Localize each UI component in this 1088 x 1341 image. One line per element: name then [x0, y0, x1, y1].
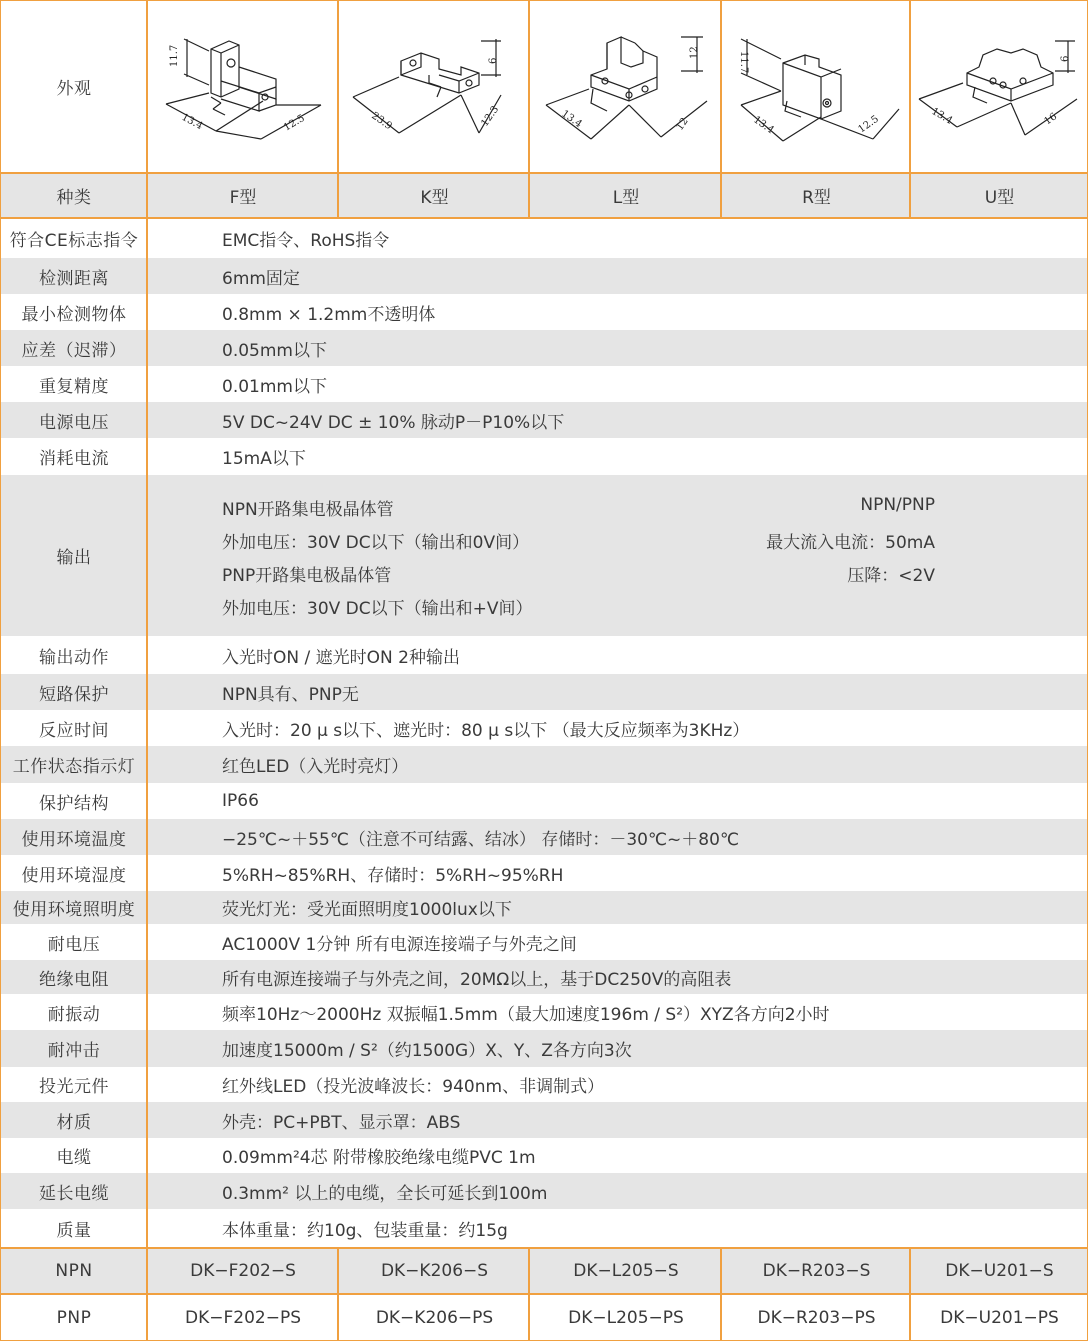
- divider: [1, 217, 1087, 219]
- spec-value: EMC指令、RoHS指令: [222, 231, 390, 251]
- output-right-line: NPN/PNP: [860, 495, 935, 515]
- appearance-label: 外观: [56, 79, 92, 99]
- spec-label: 材质: [56, 1112, 92, 1133]
- spec-value: 0.01mm以下: [222, 376, 327, 397]
- pnp-model: DK−K206−PS: [375, 1307, 494, 1328]
- spec-value: 频率10Hz～2000Hz 双振幅1.5mm（最大加速度196m / S²）XYZ各方向2小时: [222, 1004, 830, 1025]
- spec-value: 所有电源连接端子与外壳之间，20MΩ以上，基于DC250V的高阻表: [222, 969, 732, 990]
- pnp-model: DK−U201−PS: [940, 1307, 1059, 1328]
- spec-label: 工作状态指示灯: [12, 757, 136, 777]
- u-height-dim: 6: [1060, 55, 1071, 62]
- spec-row: [1, 366, 1087, 402]
- npn-model: DK−F202−S: [190, 1261, 296, 1281]
- l-height-dim: 12: [689, 46, 700, 59]
- output-right-line: 压降：<2V: [847, 566, 935, 586]
- f-type-drawing: [151, 19, 337, 144]
- spec-row: [1, 783, 1087, 819]
- spec-row: [1, 438, 1087, 475]
- spec-label: 重复精度: [39, 376, 109, 397]
- k-left-dim: 23.9: [369, 110, 394, 133]
- spec-row: [1, 637, 1087, 674]
- divider: [146, 1, 148, 217]
- spec-label: 反应时间: [39, 720, 109, 741]
- spec-row: [1, 960, 1087, 994]
- output-line: NPN开路集电极晶体管: [222, 500, 394, 520]
- npn-label: NPN: [55, 1261, 93, 1281]
- spec-row: [1, 710, 1087, 746]
- type-l: L型: [612, 187, 640, 208]
- type-label: 种类: [56, 187, 92, 208]
- spec-value: 红外线LED（投光波峰波长：940nm、非调制式）: [222, 1077, 605, 1097]
- divider: [337, 1, 339, 217]
- spec-value: IP66: [222, 791, 259, 811]
- spec-label: 使用环境温度: [21, 829, 127, 850]
- spec-row: [1, 258, 1087, 294]
- divider: [146, 217, 148, 1249]
- spec-value: 入光时ON / 遮光时ON 2种输出: [222, 648, 460, 668]
- output-row: [1, 475, 1087, 636]
- spec-value: NPN具有、PNP无: [222, 684, 359, 705]
- spec-label: 使用环境湿度: [21, 865, 127, 886]
- npn-model: DK−R203−S: [762, 1261, 871, 1281]
- pnp-model: DK−L205−PS: [568, 1307, 684, 1328]
- divider: [1, 172, 1087, 174]
- spec-row: [1, 674, 1087, 710]
- output-line: 外加电压：30V DC以下（输出和+V间）: [222, 599, 533, 619]
- spec-row: [1, 1138, 1087, 1173]
- pnp-row: [1, 1295, 1087, 1340]
- spec-label: 检测距离: [39, 268, 109, 289]
- spec-row: [1, 294, 1087, 330]
- spec-row: [1, 924, 1087, 960]
- k-type-drawing: [341, 19, 527, 144]
- pnp-label: PNP: [56, 1307, 92, 1328]
- output-right-line: 最大流入电流：50mA: [766, 533, 935, 553]
- divider: [720, 1247, 722, 1340]
- pnp-model: DK−F202−PS: [185, 1307, 301, 1328]
- l-right-dim: 12: [674, 115, 691, 133]
- spec-value: AC1000V 1分钟 所有电源连接端子与外壳之间: [222, 934, 577, 955]
- spec-value: 0.3mm² 以上的电缆，全长可延长到100m: [222, 1183, 548, 1204]
- spec-value: 5%RH~85%RH、存储时：5%RH~95%RH: [222, 865, 564, 886]
- r-right-dim: 12.5: [856, 113, 881, 136]
- l-left-dim: 13.4: [559, 108, 584, 131]
- appearance-row: [1, 1, 1087, 172]
- spec-label: 应差（迟滞）: [21, 340, 127, 361]
- spec-label: 耐电压: [47, 934, 101, 955]
- spec-row: [1, 1173, 1087, 1209]
- spec-row: [1, 994, 1087, 1030]
- r-height-dim: 11.7: [738, 51, 749, 74]
- spec-row: [1, 219, 1087, 258]
- r-type-drawing: [723, 19, 909, 144]
- divider: [909, 1247, 911, 1340]
- spec-label: 短路保护: [39, 684, 109, 705]
- spec-value: 外壳：PC+PBT、显示罩：ABS: [222, 1112, 461, 1133]
- u-right-dim: 16: [1042, 111, 1060, 128]
- divider: [1, 1293, 1087, 1295]
- spec-label: 符合CE标志指令: [9, 231, 139, 251]
- spec-row: [1, 891, 1087, 924]
- spec-label: 绝缘电阻: [39, 969, 109, 990]
- spec-label: 输出动作: [39, 648, 109, 668]
- f-left-dim: 13.4: [179, 111, 205, 133]
- k-right-dim: 12.3: [479, 104, 502, 129]
- spec-row: [1, 855, 1087, 891]
- spec-label: 保护结构: [39, 793, 109, 814]
- spec-value: −25℃~＋55℃（注意不可结露、结冰） 存储时：－30℃~＋80℃: [222, 829, 740, 850]
- pnp-model: DK−R203−PS: [757, 1307, 876, 1328]
- divider: [337, 1247, 339, 1340]
- type-r: R型: [802, 187, 831, 208]
- npn-model: DK−L205−S: [573, 1261, 679, 1281]
- u-left-dim: 13.4: [929, 106, 955, 127]
- spec-label: 电源电压: [39, 412, 109, 433]
- spec-label: 投光元件: [39, 1077, 109, 1097]
- spec-label: 使用环境照明度: [12, 900, 136, 920]
- spec-row: [1, 1030, 1087, 1067]
- spec-label: 耐冲击: [47, 1041, 101, 1061]
- l-type-drawing: [531, 19, 719, 144]
- spec-value: 0.09mm²4芯 附带橡胶绝缘电缆PVC 1m: [222, 1148, 536, 1168]
- type-k: K型: [420, 187, 449, 208]
- spec-label: 电缆: [56, 1148, 92, 1168]
- u-type-drawing: [913, 19, 1085, 144]
- spec-value: 本体重量：约10g、包装重量：约15g: [222, 1220, 508, 1241]
- spec-value: 红色LED（入光时亮灯）: [222, 757, 409, 777]
- spec-row: [1, 746, 1087, 783]
- divider: [146, 1247, 148, 1340]
- spec-row: [1, 819, 1087, 855]
- type-u: U型: [984, 187, 1015, 208]
- spec-row: [1, 330, 1087, 366]
- output-line: PNP开路集电极晶体管: [222, 566, 392, 586]
- spec-value: 5V DC~24V DC ± 10% 脉动P－P10%以下: [222, 412, 565, 433]
- f-height-dim: 11.7: [169, 44, 180, 67]
- spec-label: 消耗电流: [39, 449, 109, 469]
- spec-value: 荧光灯光：受光面照明度1000lux以下: [222, 900, 512, 920]
- spec-value: 0.05mm以下: [222, 340, 327, 361]
- divider: [528, 1247, 530, 1340]
- k-height-dim: 6: [488, 57, 499, 64]
- spec-row: [1, 402, 1087, 438]
- npn-model: DK−U201−S: [945, 1261, 1054, 1281]
- divider: [720, 1, 722, 217]
- divider: [909, 1, 911, 217]
- spec-label: 延长电缆: [39, 1183, 109, 1204]
- type-row: [1, 173, 1087, 217]
- divider: [528, 1, 530, 217]
- spec-value: 加速度15000m / S²（约1500G）X、Y、Z各方向3次: [222, 1041, 632, 1061]
- spec-label: 质量: [56, 1220, 92, 1241]
- spec-value: 0.8mm × 1.2mm不透明体: [222, 304, 436, 325]
- output-line: 外加电压：30V DC以下（输出和0V间）: [222, 533, 530, 553]
- f-right-dim: 12.5: [282, 112, 307, 134]
- spec-row: [1, 1209, 1087, 1247]
- spec-value: 入光时：20 μ s以下、遮光时：80 μ s以下 （最大反应频率为3KHz）: [222, 720, 750, 741]
- npn-model: DK−K206−S: [380, 1261, 489, 1281]
- type-f: F型: [229, 187, 257, 208]
- spec-label: 耐振动: [47, 1004, 101, 1025]
- spec-row: [1, 1102, 1087, 1138]
- spec-row: [1, 1067, 1087, 1102]
- spec-value: 15mA以下: [222, 449, 306, 469]
- spec-label: 最小检测物体: [21, 304, 127, 325]
- r-left-dim: 13.4: [751, 114, 776, 137]
- divider: [1, 1247, 1087, 1249]
- spec-value: 6mm固定: [222, 268, 300, 289]
- output-label: 输出: [56, 548, 92, 568]
- npn-row: [1, 1249, 1087, 1293]
